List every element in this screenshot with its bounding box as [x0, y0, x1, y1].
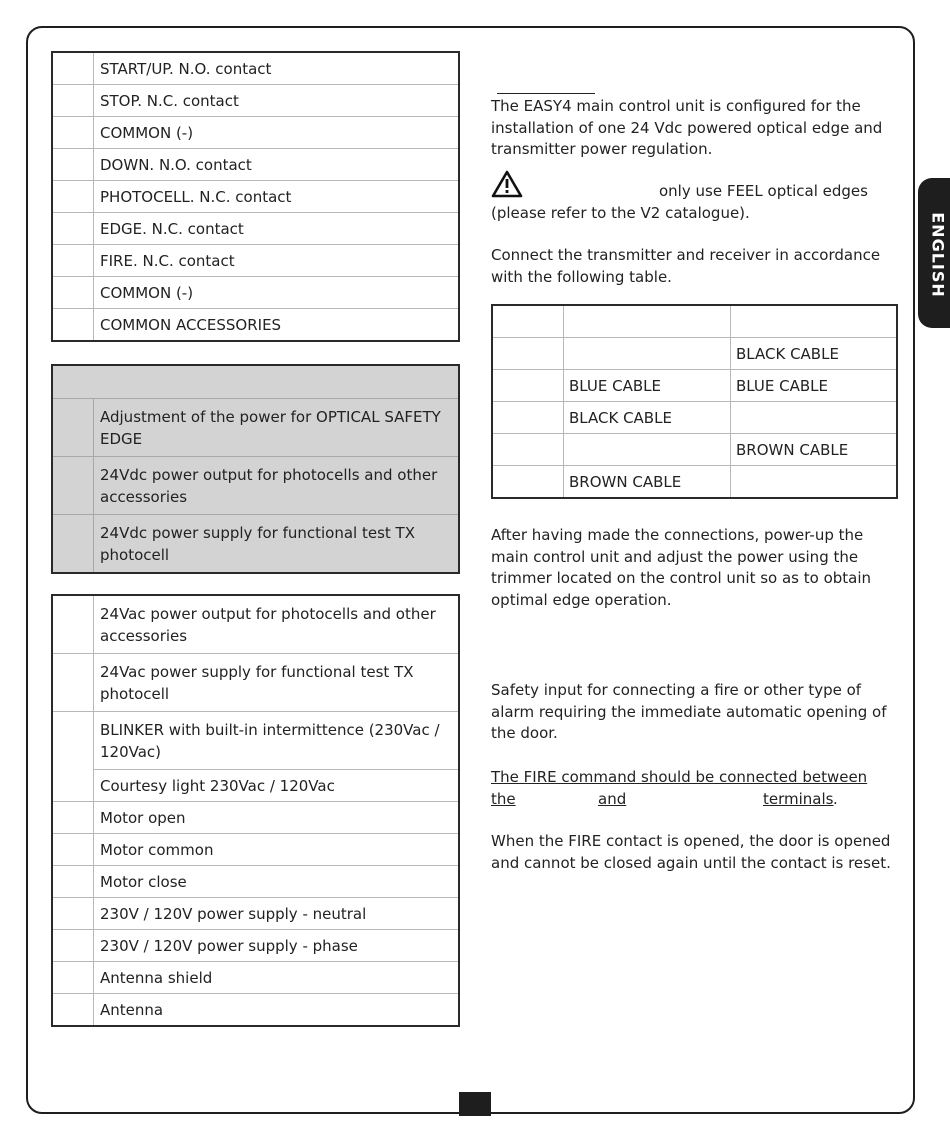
after-connection-paragraph: After having made the connections, power-up the main control unit and adjust the power using the trimmer located on the control unit so as to obtain optimal edge operation. — [491, 526, 872, 609]
warning-text: only use FEEL optical edges — [659, 182, 868, 200]
table-row — [492, 466, 897, 499]
table-row — [492, 402, 897, 434]
terminal-description: EDGE. N.C. contact — [94, 213, 460, 245]
terminal-description: Antenna shield — [94, 962, 460, 994]
page-number-marker — [459, 1092, 491, 1116]
terminal-description: BLINKER with built-in intermittence (230Vac / 120Vac) — [94, 712, 460, 770]
language-label: ENGLISH — [928, 212, 948, 298]
table-cell — [492, 370, 564, 402]
table-row — [52, 85, 459, 117]
fire-command-note — [491, 767, 879, 811]
fire-command-word: the — [491, 789, 516, 808]
table-cell — [731, 466, 898, 499]
terminal-description: 230V / 120V power supply - neutral — [94, 898, 460, 930]
warning-text-continued: (please refer to the V2 catalogue). — [491, 204, 750, 222]
table-cell — [731, 402, 898, 434]
table-row — [52, 213, 459, 245]
table-row — [52, 181, 459, 213]
table-cell — [564, 434, 731, 466]
terminal-description: START/UP. N.O. contact — [94, 52, 460, 85]
table-row — [52, 962, 459, 994]
warning-triangle-icon — [491, 170, 523, 198]
table-row — [52, 898, 459, 930]
fire-command-line: The FIRE command should be connected between — [491, 768, 868, 786]
table-row — [492, 305, 897, 338]
table-cell: BLUE CABLE — [564, 370, 731, 402]
terminal-description: FIRE. N.C. contact — [94, 245, 460, 277]
fire-command-period: . — [833, 789, 838, 808]
terminal-description: DOWN. N.O. contact — [94, 149, 460, 181]
terminal-description: Motor close — [94, 866, 460, 898]
terminal-description: COMMON (-) — [94, 277, 460, 309]
table-cell: BLACK CABLE — [564, 402, 731, 434]
terminal-description: 24Vac power supply for functional test TX photocell — [94, 654, 460, 712]
terminals-table-edge-power — [51, 364, 460, 574]
table-row — [52, 277, 459, 309]
terminal-description: COMMON (-) — [94, 117, 460, 149]
table-row — [52, 457, 459, 515]
table-row — [492, 370, 897, 402]
table-row — [52, 515, 459, 574]
terminal-description: 24Vdc power output for photocells and other accessories — [94, 457, 460, 515]
terminals-table-outputs — [51, 594, 460, 1027]
table-cell — [492, 338, 564, 370]
table-cell: BROWN CABLE — [731, 434, 898, 466]
table-row — [52, 770, 459, 802]
terminal-description: Adjustment of the power for OPTICAL SAFETY EDGE — [94, 399, 460, 457]
terminal-description: COMMON ACCESSORIES — [100, 315, 282, 334]
table-row — [52, 866, 459, 898]
table-row — [52, 117, 459, 149]
heading-underline — [497, 93, 595, 94]
table-row — [492, 434, 897, 466]
table-row — [52, 245, 459, 277]
table-cell: BLACK CABLE — [731, 338, 898, 370]
terminal-description: 24Vac power output for photocells and other accessories — [94, 595, 460, 654]
terminal-description: Courtesy light 230Vac / 120Vac — [94, 770, 460, 802]
table-header-row — [52, 365, 459, 399]
table-cell: BROWN CABLE — [564, 466, 731, 499]
table-row — [52, 52, 459, 85]
table-row — [52, 834, 459, 866]
table-row — [52, 930, 459, 962]
table-row — [52, 595, 459, 654]
fire-command-word: and — [598, 789, 627, 808]
table-cell — [492, 434, 564, 466]
terminal-description: 230V / 120V power supply - phase — [94, 930, 460, 962]
table-cell: BLUE CABLE — [731, 370, 898, 402]
table-row — [492, 338, 897, 370]
table-cell — [564, 338, 731, 370]
terminal-description: PHOTOCELL. N.C. contact — [94, 181, 460, 213]
connect-paragraph: Connect the transmitter and receiver in accordance with the following table. — [491, 246, 881, 286]
terminal-description: Antenna — [100, 1000, 164, 1019]
fire-contact-paragraph: When the FIRE contact is opened, the door is opened and cannot be closed again until the contact is reset. — [491, 832, 891, 872]
table-row — [52, 654, 459, 712]
table-row — [52, 399, 459, 457]
table-row — [52, 149, 459, 181]
table-row — [52, 309, 459, 342]
table-cell — [492, 402, 564, 434]
terminals-table-inputs — [51, 51, 460, 342]
terminal-description: Motor common — [94, 834, 460, 866]
intro-paragraph: The EASY4 main control unit is configured for the installation of one 24 Vdc powered optical edge and transmitter power regulation. — [491, 97, 883, 158]
fire-command-word: terminals — [763, 789, 834, 808]
table-row — [52, 994, 459, 1027]
table-cell — [492, 305, 564, 338]
cable-connection-table — [491, 304, 898, 499]
safety-input-paragraph: Safety input for connecting a fire or other type of alarm requiring the immediate automatic opening of the door. — [491, 681, 887, 742]
table-cell — [731, 305, 898, 338]
terminal-description: STOP. N.C. contact — [94, 85, 460, 117]
table-row — [52, 712, 459, 770]
table-row — [52, 802, 459, 834]
terminal-description: 24Vdc power supply for functional test TX photocell — [94, 515, 460, 574]
terminal-description: Motor open — [94, 802, 460, 834]
table-cell — [564, 305, 731, 338]
table-cell — [492, 466, 564, 499]
